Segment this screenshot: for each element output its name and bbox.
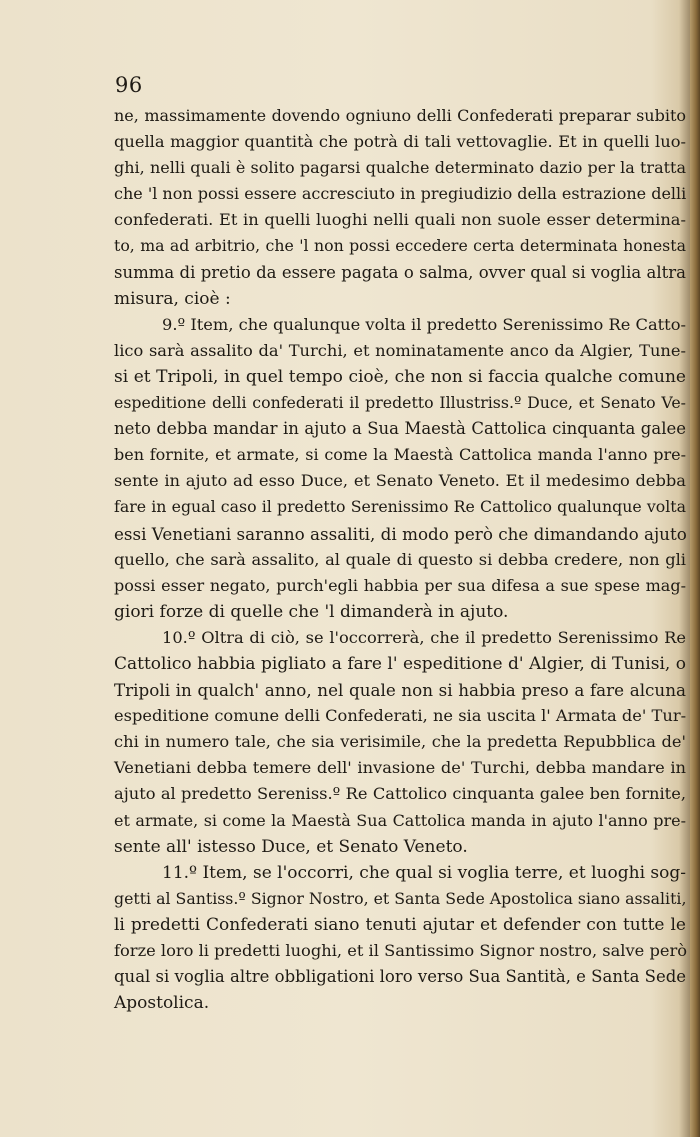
page-edge	[690, 0, 700, 1137]
text-line: Apostolica.	[114, 993, 210, 1014]
text-line: ben fornite, et armate, si come la Maestà Cattolica manda l'anno pre-	[114, 445, 686, 465]
text-line: getti al Santiss.º Signor Nostro, et Santa Sede Apostolica siano assaliti,	[114, 888, 687, 908]
text-line: to, ma ad arbitrio, che 'l non possi eccedere certa determinata honesta	[114, 236, 686, 256]
text-line: lico sarà assalito da' Turchi, et nominatamente anco da Algier, Tune-	[114, 340, 686, 360]
text-line: che 'l non possi essere accresciuto in pregiudizio della estrazione delli	[114, 184, 687, 204]
text-line: essi Venetiani saranno assaliti, di modo però che dimandando ajuto	[114, 523, 687, 544]
text-line: sente all' istesso Duce, et Senato Veneto.	[114, 836, 468, 857]
text-line: espeditione delli confederati il predetto Illustriss.º Duce, et Senato Ve-	[114, 393, 686, 413]
text-line: ajuto al predetto Sereniss.º Re Cattolico cinquanta galee ben fornite,	[114, 784, 686, 804]
text-line: Venetiani debba temere dell' invasione de' Turchi, debba mandare in	[114, 758, 686, 778]
text-line: confederati. Et in quelli luoghi nelli quali non suole esser determina-	[114, 210, 686, 230]
text-line: forze loro li predetti luoghi, et il Santissimo Signor nostro, salve però	[114, 941, 688, 960]
text-line: ghi, nelli quali è solito pagarsi qualche determinato dazio per la tratta	[114, 158, 686, 178]
text-line: qual si voglia altre obbligationi loro verso Sua Santità, e Santa Sede	[114, 967, 687, 987]
text-line: 10.º Oltra di ciò, se l'occorrerà, che il predetto Serenissimo Re	[162, 627, 686, 647]
text-line: et armate, si come la Maestà Sua Cattolica manda in ajuto l'anno pre-	[114, 810, 686, 830]
text-line: 9.º Item, che qualunque volta il predetto Serenissimo Re Catto-	[162, 314, 686, 334]
text-line: chi in numero tale, che sia verisimile, che la predetta Repubblica de'	[114, 732, 686, 752]
text-line: neto debba mandar in ajuto a Sua Maestà Cattolica cinquanta galee	[114, 419, 686, 439]
text-line: giori forze di quelle che 'l dimanderà in ajuto.	[114, 601, 509, 622]
body-text	[114, 103, 686, 1016]
text-line: si et Tripoli, in quel tempo cioè, che non si faccia qualche comune	[114, 366, 686, 387]
text-line: sente in ajuto ad esso Duce, et Senato Veneto. Et il medesimo debba	[114, 471, 686, 491]
text-line: quello, che sarà assalito, al quale di questo si debba credere, non gli	[114, 549, 686, 569]
text-line: quella maggior quantità che potrà di tali vettovaglie. Et in quelli luo-	[114, 132, 686, 152]
text-line: 11.º Item, se l'occorri, che qual si voglia terre, et luoghi sog-	[162, 862, 686, 883]
text-line: li predetti Confederati siano tenuti ajutar et defender con tutte le	[114, 914, 686, 935]
text-line: Cattolico habbia pigliato a fare l' espeditione d' Algier, di Tunisi, o	[114, 653, 686, 674]
text-line: Tripoli in qualch' anno, nel quale non si habbia preso a fare alcuna	[114, 680, 686, 701]
text-line: ne, massimamente dovendo ogniuno delli Confederati preparar subito	[114, 106, 686, 125]
text-line: espeditione comune delli Confederati, ne sia uscita l' Armata de' Tur-	[114, 706, 687, 726]
page-number: 96	[115, 73, 143, 97]
text-line: fare in egual caso il predetto Serenissimo Re Cattolico qualunque volta	[114, 497, 686, 517]
text-line: possi esser negato, purch'egli habbia per sua difesa a sue spese mag-	[114, 575, 686, 595]
text-line: misura, cioè :	[114, 288, 231, 309]
text-line: summa di pretio da essere pagata o salma, ovver qual si voglia altra	[114, 262, 686, 282]
